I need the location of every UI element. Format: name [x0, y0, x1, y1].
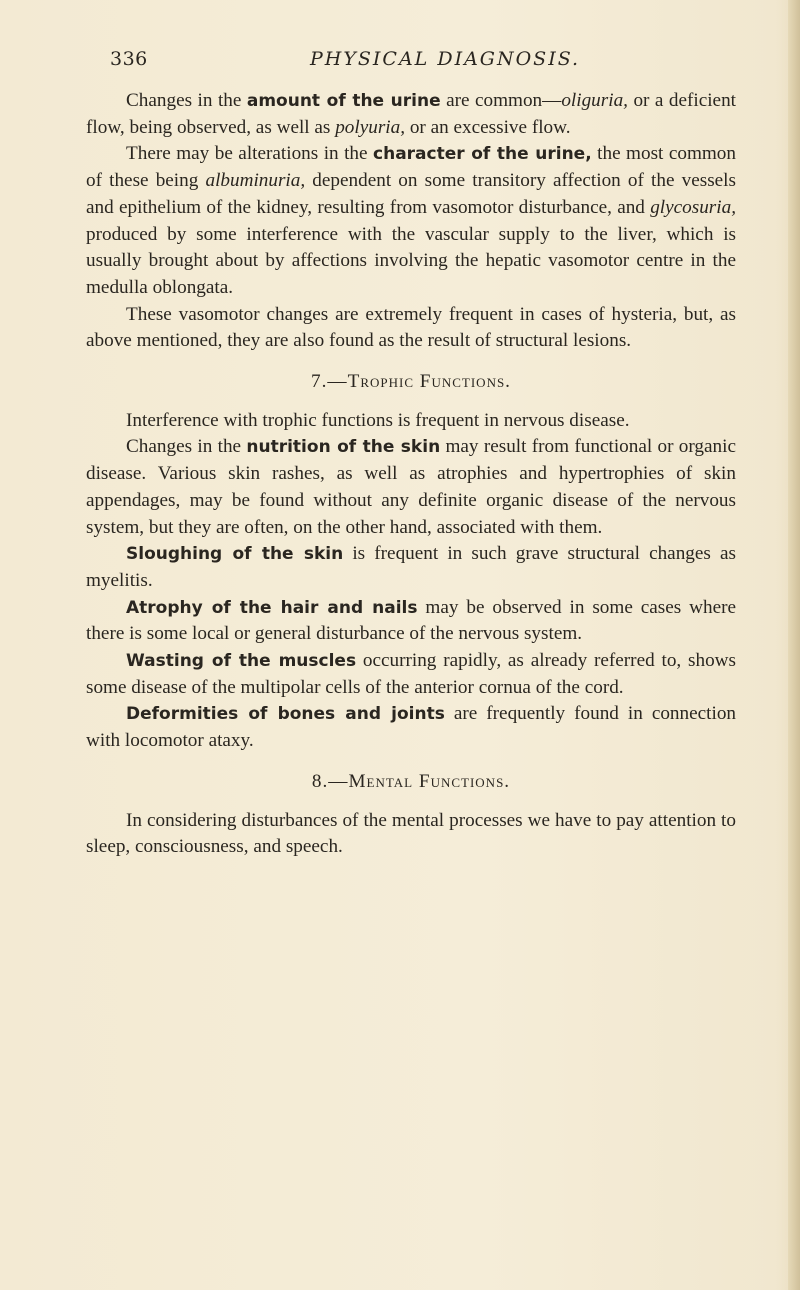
paragraph-mental: In considering disturbances of the mental processes we have to pay attention to sleep, consciousness, and speech.	[86, 809, 736, 858]
paragraph-deformities: Deformities of bones and joints are frequently found in connection with locomotor ataxy.	[86, 703, 737, 752]
bold-term: Deformities of bones and joints	[126, 704, 445, 725]
page-header	[110, 48, 760, 78]
italic-term: polyuria,	[335, 116, 406, 138]
paragraph-vasomotor: These vasomotor changes are extremely frequent in cases of hysteria, but, as above mentioned, they are also found as the result of structural lesions.	[86, 303, 736, 352]
italic-term: albuminuria,	[205, 170, 306, 192]
paragraph-atrophy: Atrophy of the hair and nails may be observed in some cases where there is some local or general disturbance of the nervous system.	[86, 596, 736, 645]
page-edge-shadow	[788, 0, 800, 1290]
running-head: PHYSICAL DIAGNOSIS.	[310, 48, 581, 70]
paragraph-skin-nutrition: Changes in the nutrition of the skin may result from functional or organic disease. Various skin rashes, as well as atrophies and hypertrophies of skin appendages, may be found without any definite organic disease of the nervous system, but they are often, on the other hand, associated with them.	[86, 436, 736, 538]
paragraph-urine-amount: Changes in the amount of the urine are common—oliguria, or a deficient flow, being observed, as well as polyuria, or an excessive flow.	[86, 90, 736, 138]
bold-term: amount of the urine	[246, 91, 441, 111]
bold-term: nutrition of the skin	[246, 437, 441, 458]
bold-term: Sloughing of the skin	[126, 544, 344, 565]
italic-term: glycosuria,	[650, 196, 736, 218]
section-heading-mental: 8.—Mental Functions.	[311, 770, 511, 792]
bold-term: character of the urine,	[373, 144, 592, 165]
paragraph-trophic-intro: Interference with trophic functions is frequent in nervous disease.	[126, 409, 630, 431]
page-number: 336	[110, 48, 148, 70]
body-text	[86, 88, 736, 861]
section-heading-trophic: 7.—Trophic Functions.	[311, 371, 511, 393]
paragraph-urine-character: There may be alterations in the character of the urine, the most common of these being albuminuria, dependent on some transitory affection of the vessels and epithelium of the kidney, resulting from vasomotor disturbance, and glycosuria, produced by some interference with the vascular supply to the liver, which is usually brought about by affections involving the hepatic vasomotor centre in the medulla oblongata.	[86, 143, 736, 298]
bold-term: Wasting of the muscles	[126, 651, 357, 672]
paragraph-wasting: Wasting of the muscles occurring rapidly, as already referred to, shows some disease of the multipolar cells of the anterior cornua of the cord.	[86, 650, 736, 698]
paragraph-sloughing: Sloughing of the skin is frequent in such grave structural changes as myelitis.	[86, 543, 736, 591]
bold-term: Atrophy of the hair and nails	[126, 597, 418, 618]
italic-term: oliguria,	[561, 90, 628, 111]
